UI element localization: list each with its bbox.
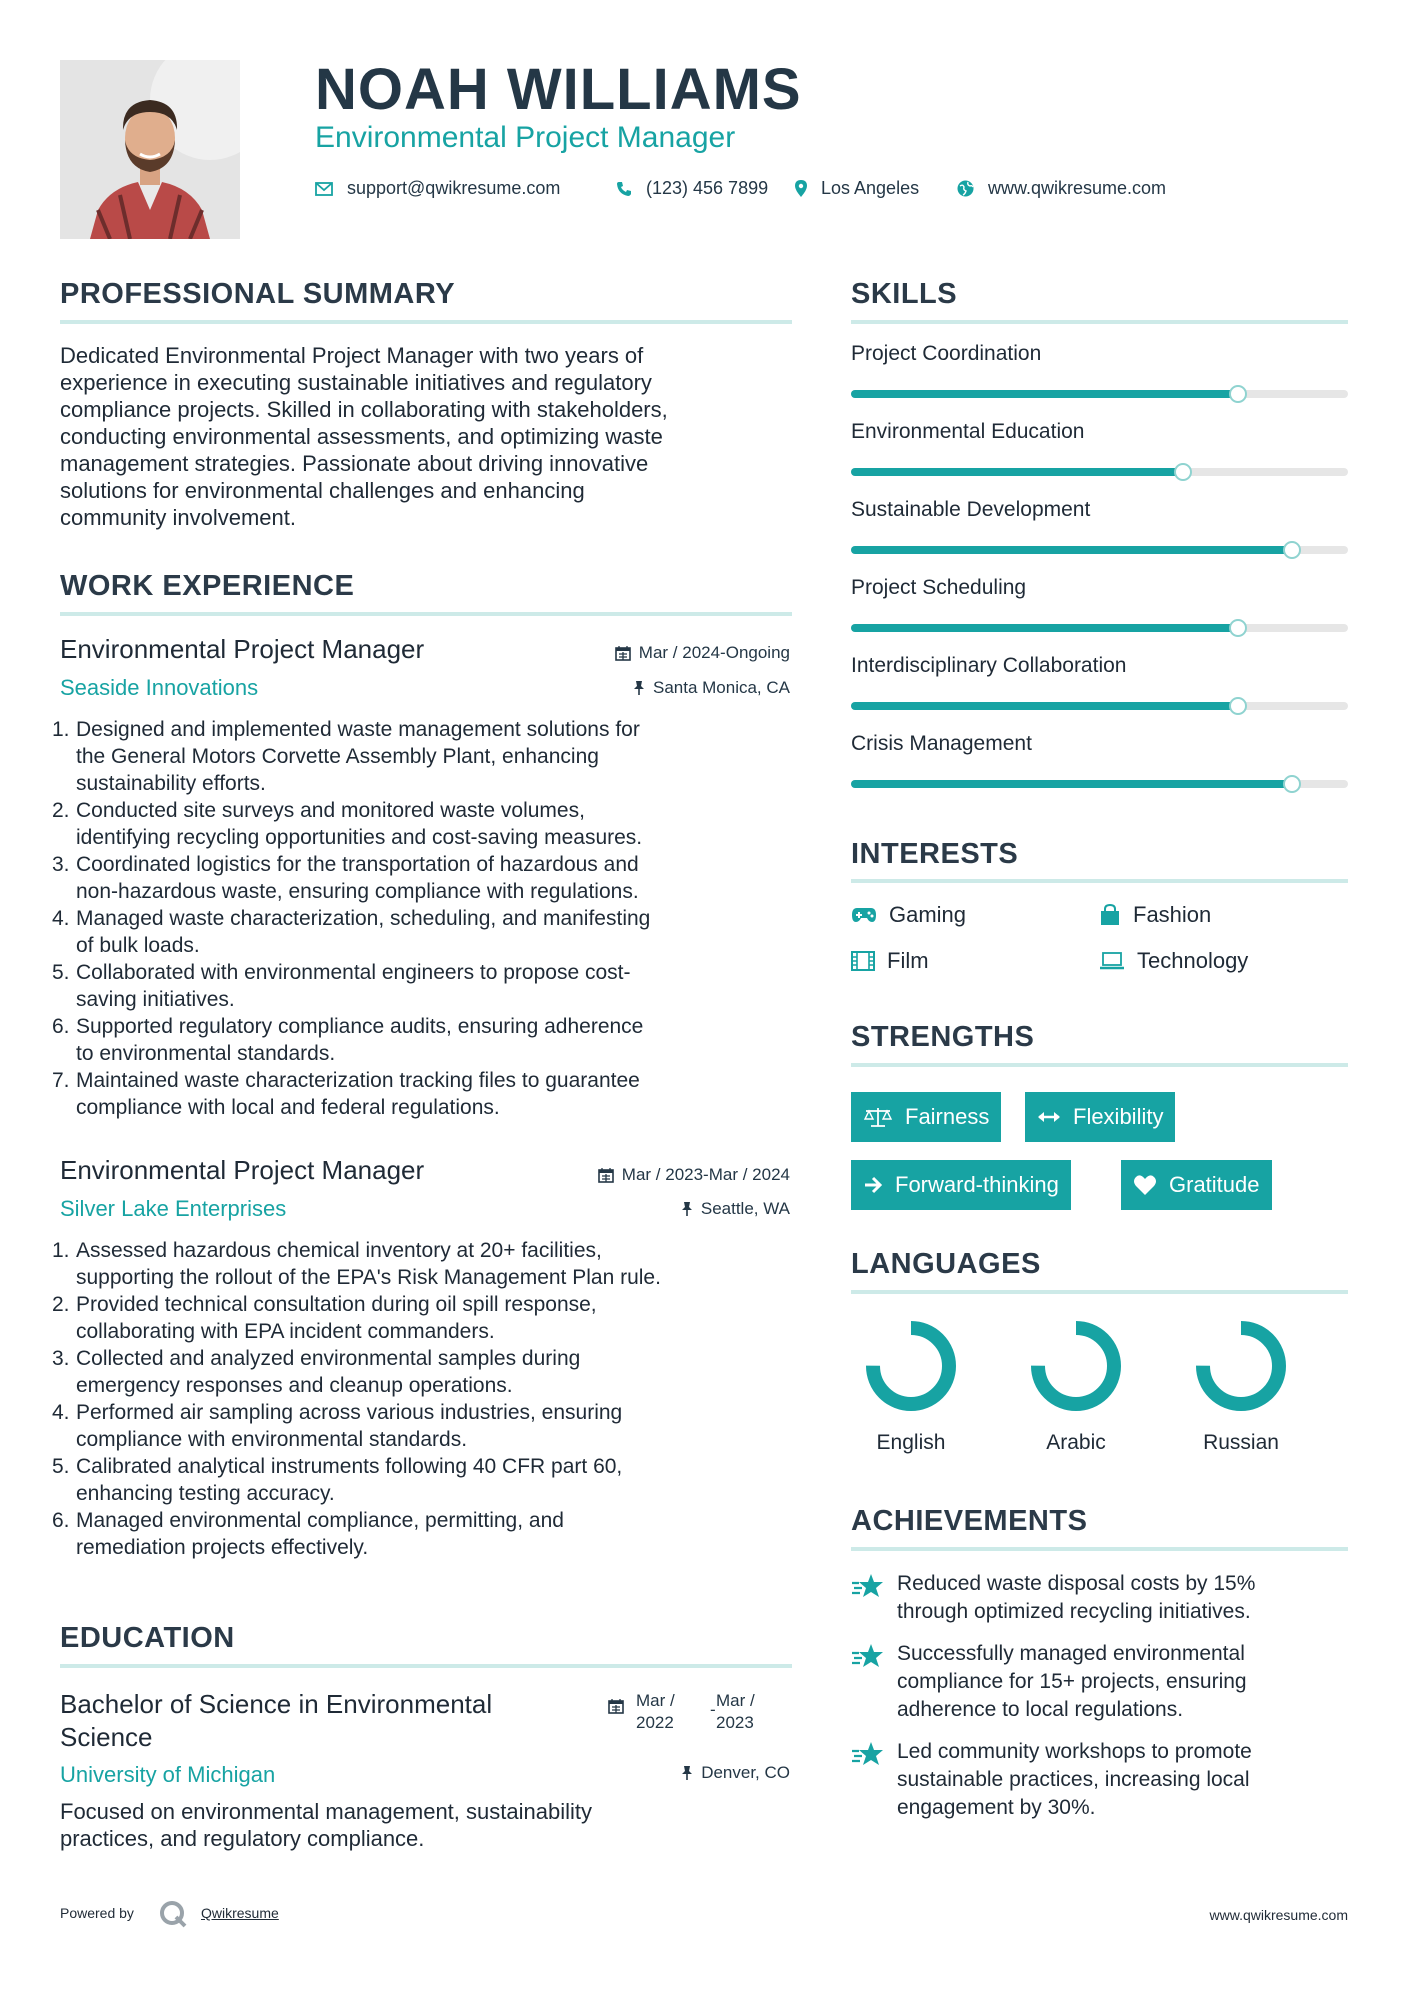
job-company: Silver Lake Enterprises (60, 1196, 287, 1221)
achievement-line: compliance for 15+ projects, ensuring (897, 1670, 1247, 1693)
skill-fill (851, 546, 1293, 554)
interest-label: Gaming (889, 902, 967, 927)
strengths-rule (851, 1063, 1348, 1067)
list-item (52, 1067, 818, 1121)
list-item (52, 1345, 818, 1399)
skill-track (851, 624, 1348, 632)
qwikresume-logo-icon (158, 1899, 188, 1929)
strength-label: Forward-thinking (895, 1172, 1059, 1197)
achievement-line: Successfully managed environmental (897, 1642, 1245, 1665)
powered-by-label: Powered by (60, 1905, 134, 1921)
pushpin-icon (681, 1765, 693, 1781)
job-date-text: Mar / 2024-Ongoing (638, 643, 790, 662)
pushpin-icon (681, 1201, 693, 1217)
calendar-icon (608, 1698, 624, 1714)
education-location (681, 1763, 790, 1783)
bullet-number: 4. (52, 1401, 70, 1424)
calendar-icon (615, 645, 631, 661)
job-bullets (52, 716, 818, 1121)
interest-fashion (1099, 902, 1211, 928)
job-bullets (52, 1237, 818, 1561)
list-item (52, 797, 818, 851)
bullet-number: 7. (52, 1069, 70, 1092)
bullet-line: Provided technical consultation during oil spill response, (76, 1293, 597, 1316)
list-item (52, 1237, 818, 1291)
education-description (60, 1798, 800, 1852)
education-desc-line: Focused on environmental management, sustainability (60, 1799, 592, 1824)
list-item (52, 1399, 818, 1453)
gamepad-icon (851, 907, 877, 923)
skill-row (851, 342, 1348, 420)
interest-gaming (851, 902, 966, 928)
profile-photo-image (60, 60, 240, 239)
list-item (52, 1507, 818, 1561)
skill-track (851, 468, 1348, 476)
strength-flexibility (1025, 1092, 1175, 1142)
summary-rule (60, 320, 792, 324)
interests-heading: INTERESTS (851, 838, 1019, 870)
contact-location (795, 178, 919, 199)
bullet-number: 6. (52, 1509, 70, 1532)
summary-line: community involvement. (60, 505, 296, 530)
bullet-line: sustainability efforts. (76, 772, 266, 795)
bullet-line: saving initiatives. (76, 988, 235, 1011)
strength-forward-thinking (851, 1160, 1071, 1210)
bullet-line: enhancing testing accuracy. (76, 1482, 335, 1505)
qwikresume-link[interactable]: Qwikresume (201, 1905, 279, 1921)
heart-icon (1133, 1174, 1157, 1196)
achievement-line: Reduced waste disposal costs by 15% (897, 1572, 1256, 1595)
achievement-text (897, 1640, 1247, 1724)
pushpin-icon (633, 680, 645, 696)
bullet-number: 2. (52, 799, 70, 822)
skill-label: Sustainable Development (851, 498, 1091, 521)
bullet-line: Collected and analyzed environmental samples during (76, 1347, 581, 1370)
summary-line: conducting environmental assessments, and optimizing waste (60, 424, 663, 449)
contact-email[interactable] (315, 178, 560, 199)
language-ring (1181, 1318, 1301, 1418)
bullet-number: 4. (52, 907, 70, 930)
skills-rule (851, 320, 1348, 324)
skill-handle (1283, 775, 1301, 793)
contact-phone[interactable] (616, 178, 768, 199)
job-location (633, 678, 790, 698)
bullet-line: Maintained waste characterization tracking files to guarantee (76, 1069, 640, 1092)
skill-fill (851, 624, 1239, 632)
job-date-text: Mar / 2023-Mar / 2024 (621, 1165, 790, 1184)
education-start-date (636, 1690, 675, 1734)
calendar-icon-wrap (608, 1698, 624, 1719)
skill-row (851, 654, 1348, 732)
languages-rule (851, 1290, 1348, 1294)
film-icon (851, 951, 875, 971)
date-dash: - (710, 1700, 716, 1719)
language-ring-arc (1038, 1328, 1114, 1404)
interest-label: Film (887, 948, 929, 973)
list-item (52, 716, 818, 797)
job-title: Environmental Project Manager (60, 634, 425, 664)
achievement-text (897, 1570, 1255, 1626)
contact-email-text: support@qwikresume.com (347, 178, 561, 198)
education-heading: EDUCATION (60, 1622, 235, 1654)
bullet-number: 3. (52, 853, 70, 876)
achievement-line: engagement by 30%. (897, 1796, 1096, 1819)
degree-line: Science (60, 1722, 153, 1752)
skill-row (851, 732, 1348, 810)
bullet-line: Performed air sampling across various industries, ensuring (76, 1401, 623, 1424)
bullet-line: emergency responses and cleanup operations. (76, 1374, 513, 1397)
bullet-line: identifying recycling opportunities and cost-saving measures. (76, 826, 643, 849)
bullet-line: supporting the rollout of the EPA's Risk Management Plan rule. (76, 1266, 661, 1289)
summary-line: compliance projects. Skilled in collaborating with stakeholders, (60, 397, 668, 422)
skill-fill (851, 780, 1293, 788)
skill-fill (851, 468, 1184, 476)
bullet-line: compliance with environmental standards. (76, 1428, 468, 1451)
list-item (52, 959, 818, 1013)
work-rule (60, 612, 792, 616)
education-location-text: Denver, CO (701, 1763, 790, 1782)
language-label: English (876, 1431, 946, 1454)
skill-handle (1174, 463, 1192, 481)
profile-photo (60, 60, 240, 239)
strength-gratitude (1121, 1160, 1272, 1210)
interests-rule (851, 879, 1348, 883)
bullet-line: of bulk loads. (76, 934, 200, 957)
job-title: Environmental Project Manager (60, 1155, 425, 1185)
language-item (1181, 1318, 1301, 1455)
skill-row (851, 576, 1348, 654)
list-item (52, 905, 818, 959)
bullet-line: Conducted site surveys and monitored waste volumes, (76, 799, 585, 822)
list-item (52, 1453, 818, 1507)
skill-label: Crisis Management (851, 732, 1032, 755)
skill-row (851, 498, 1348, 576)
footer-website[interactable]: www.qwikresume.com (1209, 1907, 1348, 1923)
skills-list (851, 342, 1348, 810)
end-month: Mar / (716, 1691, 755, 1710)
achievement-line: through optimized recycling initiatives. (897, 1600, 1251, 1623)
bullet-number: 2. (52, 1293, 70, 1316)
skill-handle (1229, 619, 1247, 637)
language-item (1016, 1318, 1136, 1455)
degree-title (60, 1688, 492, 1754)
envelope-icon (315, 182, 333, 196)
arrows-horizontal-icon (1037, 1110, 1061, 1124)
summary-line: management strategies. Passionate about driving innovative (60, 451, 649, 476)
bullet-number: 6. (52, 1015, 70, 1038)
contact-website[interactable] (957, 178, 1166, 199)
strength-label: Gratitude (1169, 1172, 1260, 1197)
achievement-item (851, 1738, 1348, 1822)
map-pin-icon (795, 180, 807, 197)
language-item (851, 1318, 971, 1455)
skill-handle (1283, 541, 1301, 559)
start-year: 2022 (636, 1713, 674, 1732)
bullet-line: Designed and implemented waste management solutions for (76, 718, 640, 741)
strengths-heading: STRENGTHS (851, 1021, 1035, 1053)
list-item (52, 1013, 818, 1067)
bullet-line: Coordinated logistics for the transportation of hazardous and (76, 853, 639, 876)
bullet-line: Supported regulatory compliance audits, ensuring adherence (76, 1015, 644, 1038)
skill-row (851, 420, 1348, 498)
skill-track (851, 546, 1348, 554)
education-desc-line: practices, and regulatory compliance. (60, 1826, 425, 1851)
language-ring-arc (1203, 1328, 1279, 1404)
job-location (681, 1199, 790, 1219)
end-year: 2023 (716, 1713, 754, 1732)
job-location-text: Seattle, WA (700, 1199, 790, 1218)
bullet-line: Collaborated with environmental engineers to propose cost- (76, 961, 631, 984)
bullet-line: collaborating with EPA incident commanders. (76, 1320, 495, 1343)
skill-track (851, 390, 1348, 398)
bullet-line: non-hazardous waste, ensuring compliance with regulations. (76, 880, 639, 903)
skills-heading: SKILLS (851, 278, 958, 310)
education-rule (60, 1664, 792, 1668)
achievement-line: Led community workshops to promote (897, 1740, 1252, 1763)
education-end-date (716, 1690, 755, 1734)
interest-film (851, 948, 929, 974)
summary-line: solutions for environmental challenges and enhancing (60, 478, 585, 503)
skill-label: Interdisciplinary Collaboration (851, 654, 1127, 677)
education-school: University of Michigan (60, 1762, 276, 1787)
summary-line: Dedicated Environmental Project Manager with two years of (60, 343, 644, 368)
achievement-line: adherence to local regulations. (897, 1698, 1184, 1721)
contact-website-text: www.qwikresume.com (988, 178, 1167, 198)
job-company: Seaside Innovations (60, 675, 259, 700)
contact-phone-text: (123) 456 7899 (646, 178, 769, 198)
bullet-number: 5. (52, 961, 70, 984)
globe-icon (957, 180, 974, 197)
language-ring (1016, 1318, 1136, 1418)
skill-fill (851, 702, 1239, 710)
star-icon (851, 1642, 885, 1670)
bullet-line: to environmental standards. (76, 1042, 336, 1065)
list-item (52, 851, 818, 905)
bullet-line: the General Motors Corvette Assembly Plant, enhancing (76, 745, 599, 768)
bullet-number: 1. (52, 718, 70, 741)
summary-line: experience in executing sustainable initiatives and regulatory (60, 370, 652, 395)
achievement-item (851, 1640, 1348, 1724)
job-location-text: Santa Monica, CA (652, 678, 790, 697)
strength-label: Flexibility (1073, 1104, 1164, 1129)
bullet-number: 3. (52, 1347, 70, 1370)
list-item (52, 1291, 818, 1345)
achievement-line: sustainable practices, increasing local (897, 1768, 1250, 1791)
job-date (598, 1165, 790, 1185)
interest-label: Technology (1137, 948, 1249, 973)
arrow-right-icon (863, 1175, 883, 1195)
bullet-line: Managed waste characterization, scheduling, and manifesting (76, 907, 651, 930)
skill-handle (1229, 697, 1247, 715)
calendar-icon (598, 1167, 614, 1183)
skill-label: Environmental Education (851, 420, 1085, 443)
candidate-name: NOAH WILLIAMS (315, 57, 802, 122)
language-ring (851, 1318, 971, 1418)
start-month: Mar / (636, 1691, 675, 1710)
qwikresume-logo (158, 1899, 188, 1934)
language-label: Russian (1203, 1431, 1279, 1454)
bullet-number: 5. (52, 1455, 70, 1478)
bullet-line: compliance with local and federal regulations. (76, 1096, 500, 1119)
job-date (615, 643, 790, 663)
achievement-item (851, 1570, 1348, 1626)
language-label: Arabic (1046, 1431, 1106, 1454)
bullet-line: Managed environmental compliance, permitting, and (76, 1509, 564, 1532)
phone-icon (616, 181, 632, 197)
laptop-icon (1099, 952, 1125, 970)
skill-track (851, 780, 1348, 788)
interest-label: Fashion (1133, 902, 1212, 927)
candidate-title: Environmental Project Manager (315, 121, 736, 154)
work-heading: WORK EXPERIENCE (60, 570, 355, 602)
skill-fill (851, 390, 1239, 398)
skill-label: Project Coordination (851, 342, 1042, 365)
languages-list (851, 1318, 1348, 1468)
strength-label: Fairness (905, 1104, 990, 1129)
bullet-line: remediation projects effectively. (76, 1536, 369, 1559)
languages-heading: LANGUAGES (851, 1248, 1041, 1280)
skill-handle (1229, 385, 1247, 403)
interest-technology (1099, 948, 1248, 974)
shopping-bag-icon (1099, 904, 1121, 926)
summary-text (60, 342, 800, 531)
bullet-number: 1. (52, 1239, 70, 1262)
bullet-line: Assessed hazardous chemical inventory at 20+ facilities, (76, 1239, 602, 1262)
bullet-line: Calibrated analytical instruments following 40 CFR part 60, (76, 1455, 623, 1478)
achievement-text (897, 1738, 1252, 1822)
star-icon (851, 1740, 885, 1768)
contact-location-text: Los Angeles (821, 178, 920, 198)
summary-heading: PROFESSIONAL SUMMARY (60, 278, 456, 310)
strength-fairness (851, 1092, 1001, 1142)
balance-scale-icon (863, 1106, 893, 1128)
achievements-rule (851, 1547, 1348, 1551)
achievements-list (851, 1570, 1348, 1822)
star-icon (851, 1572, 885, 1600)
degree-line: Bachelor of Science in Environmental (60, 1689, 493, 1719)
achievements-heading: ACHIEVEMENTS (851, 1505, 1088, 1537)
language-ring-arc (873, 1328, 949, 1404)
skill-label: Project Scheduling (851, 576, 1027, 599)
skill-track (851, 702, 1348, 710)
